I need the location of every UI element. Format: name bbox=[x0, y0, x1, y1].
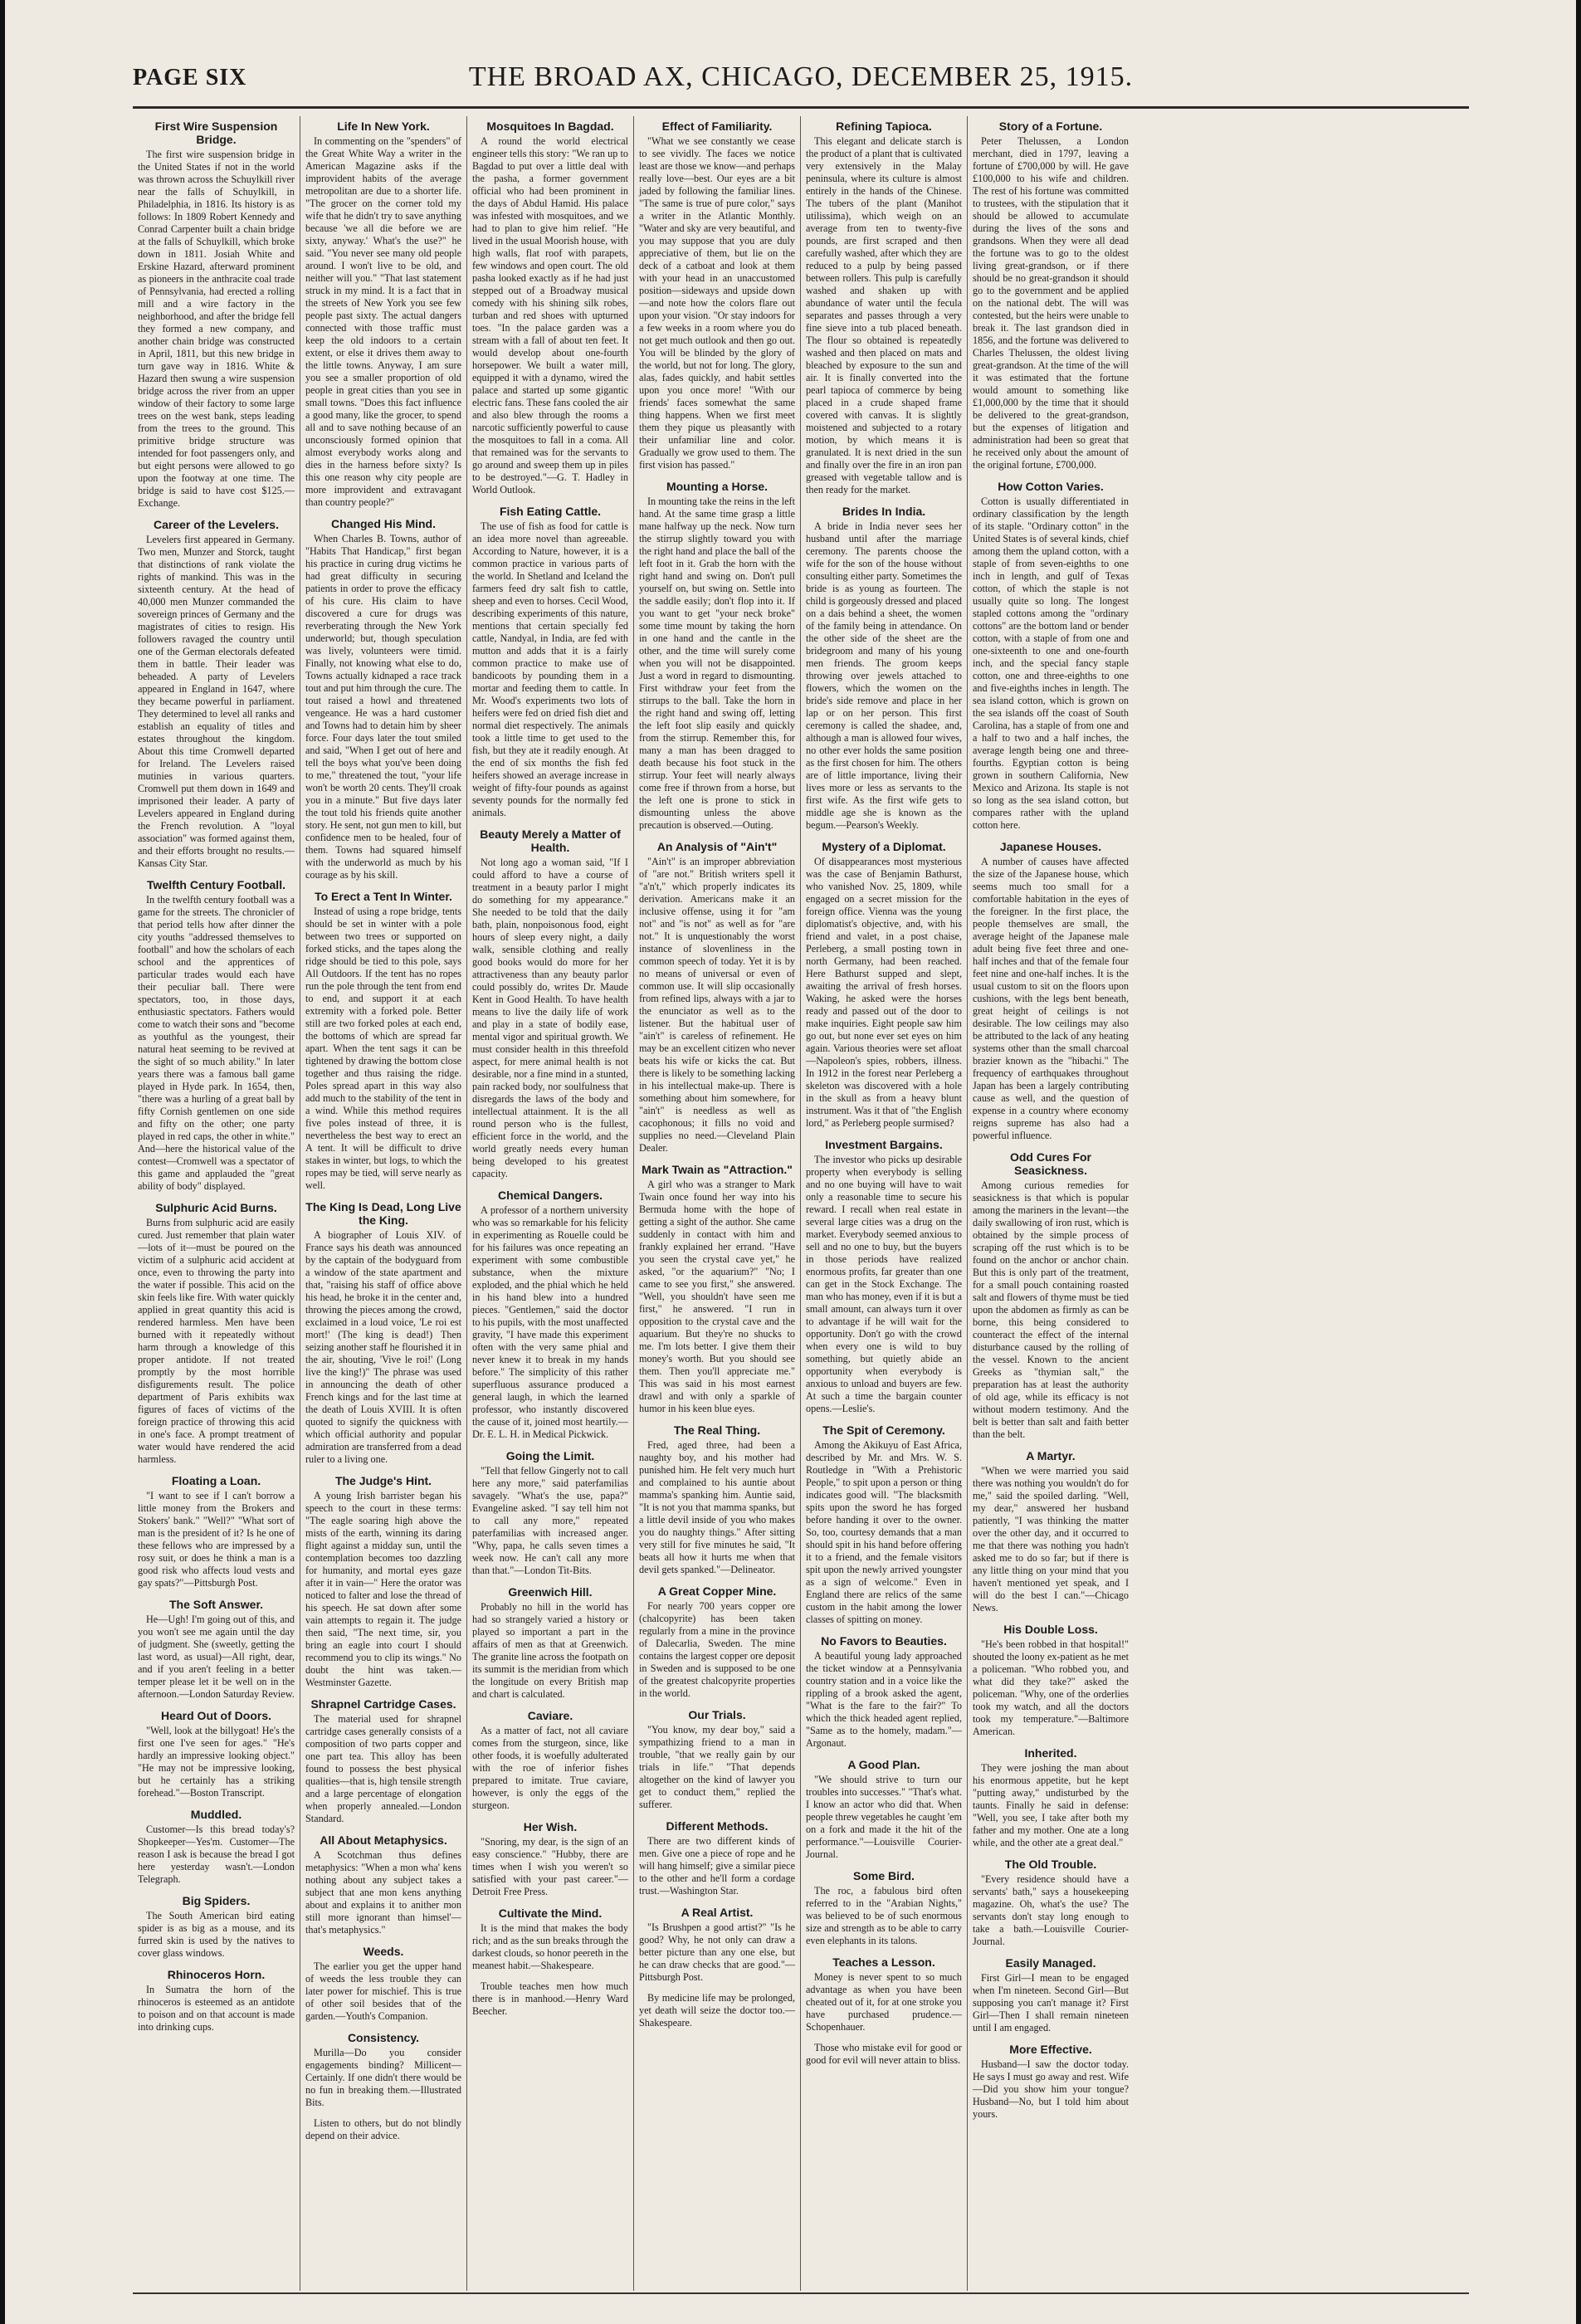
article-headline: Mosquitoes In Bagdad. bbox=[486, 120, 614, 133]
column-1 bbox=[133, 116, 300, 2291]
article-body: Customer—Is this bread today's? Shopkeeper—Yes'm. Customer—The reason I ask is because the bread I got here yesterday wasn't.—London Telegraph. bbox=[138, 1824, 295, 1885]
article-headline: Inherited. bbox=[1024, 1746, 1077, 1760]
article bbox=[639, 1163, 795, 1415]
article bbox=[806, 1138, 962, 1415]
article-body: "We should strive to turn our troubles into successes." "That's what. I know an actor who did that. When people threw vegetables he caught 'em on a fork and made it the hit of the performance."—Louisville Courier-Journal. bbox=[806, 1774, 962, 1860]
article bbox=[973, 1449, 1129, 1614]
article-headline: The Real Thing. bbox=[673, 1423, 761, 1437]
article bbox=[138, 1474, 295, 1589]
article-body: Among the Akikuyu of East Africa, described by Mr. and Mrs. W. S. Routledge in "With a Prehistoric People," to spit upon a person or thing indicates good will. "The blacksmith spits upon the sword he has forged before handing it over to the owner. So, too, courtesy demands that a man should spit in his hand before offering it to a friend, and the female visitors spit upon the newly arrived youngster as a sign of welcome." Even in England there are relics of the same custom in the habit among the lower classes of spitting on money. bbox=[806, 1439, 962, 1625]
article-headline: No Favors to Beauties. bbox=[821, 1634, 947, 1648]
article-headline: An Analysis of "Ain't" bbox=[656, 840, 778, 853]
article-headline: Mounting a Horse. bbox=[666, 480, 769, 493]
article-headline: The Soft Answer. bbox=[168, 1598, 264, 1611]
article-headline: His Double Loss. bbox=[1003, 1623, 1098, 1636]
article bbox=[973, 1956, 1129, 2034]
article-headline: How Cotton Varies. bbox=[998, 480, 1104, 493]
article bbox=[138, 878, 295, 1193]
column-6 bbox=[967, 116, 1134, 2291]
article bbox=[472, 1189, 628, 1441]
article-body: In Sumatra the horn of the rhinoceros is esteemed as an antidote to poison and on that account is made into drinking cups. bbox=[138, 1984, 295, 2033]
article-body: "Tell that fellow Gingerly not to call here any more," said paterfamilias savagely. "What's the use, papa?" Evangeline asked. "I say tell him not to call any more," repeated paterfamilias with increased anger. "Why, papa, he calls seven times a week now. He can't call any more than that."—London Tit-Bits. bbox=[472, 1465, 628, 1576]
article bbox=[138, 120, 295, 510]
column-3 bbox=[466, 116, 633, 2291]
article bbox=[472, 828, 628, 1180]
article bbox=[138, 1894, 295, 1960]
article bbox=[639, 120, 795, 471]
newspaper-columns bbox=[133, 116, 1469, 2291]
article-headline: Cultivate the Mind. bbox=[498, 1907, 603, 1920]
article bbox=[639, 1906, 795, 1984]
article bbox=[973, 1623, 1129, 1738]
article-body: In mounting take the reins in the left hand. At the same time grasp a little mane halfway up the neck. Now turn the stirrup slightly toward you with the right hand and place the ball of the left foot in it. Grab the horn with the right hand and swing on. Don't pull yourself on, but swing on. Settle into the saddle easily; don't flop into it. If you want to get "your neck broke" some time mount by taking the horn in one hand and the cantle in the other, and the time will surely come when you will not be disappointed. Just a word in regard to dismounting. First withdraw your feet from the stirrups to the ball. Take the horn in the right hand and swing off, letting the left foot slip easily and quickly from the stirrup. Remember this, for many a man has been dragged to death because his foot stuck in the stirrup. Your feet will nearly always come free if thrown from a horse, but the left one is prone to stick in dismounting unless the above precaution is observed.—Outing. bbox=[639, 496, 795, 831]
article-body: A professor of a northern university who was so remarkable for his felicity in experimenting as Rouelle could be for his failures was once repeating an experiment with some combustible substance, when the mixture exploded, and the phial which he held in his hand blew into a hundred pieces. "Gentlemen," said the doctor to his pupils, with the most unaffected gravity, "I have made this experiment often with the very same phial and never knew it to break in my hands before." The simplicity of this rather superfluous assurance produced a general laugh, in which the learned professor, who instantly discovered the cause of it, joined most heartily.—Dr. E. L. H. in Medical Pickwick. bbox=[472, 1204, 628, 1440]
article-body: Trouble teaches men how much there is in manhood.—Henry Ward Beecher. bbox=[472, 1980, 628, 2017]
article-body: "He's been robbed in that hospital!" shouted the loony ex-patient as he met a policeman. "Who robbed you, and what did they take?" asked the policeman. "Why, one of the orderlies took my watch, and all the doctors took my temperature."—Baltimore American. bbox=[973, 1638, 1129, 1737]
article bbox=[472, 1980, 628, 2018]
article-headline: Mystery of a Diplomat. bbox=[822, 840, 946, 853]
article-headline: A Martyr. bbox=[1026, 1449, 1076, 1462]
article bbox=[973, 120, 1129, 471]
article bbox=[472, 1449, 628, 1577]
article bbox=[806, 1634, 962, 1750]
article bbox=[806, 1869, 962, 1947]
article-body: A beautiful young lady approached the ticket window at a Pennsylvania country station and in a voice like the rippling of a brook asked the agent, "What is the fare to the fair?" To which the thick headed agent replied, "Same as to the homely, madam."—Argonaut. bbox=[806, 1650, 962, 1749]
article-body: The investor who picks up desirable property when everybody is selling and no one buying will have to wait only a reasonable time to secure his reward. I recall when real estate in several large cities was a drug on the market. Everybody seemed anxious to sell and no one to buy, but the buyers in those periods have realized enormous profits, far greater than one can get in the Stock Exchange. The man who has money, even if it is but a small amount, can always turn it over to advantage if he will wait for the opportunity. Don't go with the crowd when every one is wild to buy something, but quietly abide an opportunity when everybody is anxious to unload and buyers are few. At such a time the bargain counter opens.—Leslie's. bbox=[806, 1154, 962, 1414]
article bbox=[973, 2043, 1129, 2121]
article bbox=[138, 1598, 295, 1701]
article-headline: First Wire Suspension Bridge. bbox=[154, 120, 278, 146]
article-headline: Consistency. bbox=[347, 2031, 420, 2044]
article-body: A girl who was a stranger to Mark Twain once found her way into his Bermuda home with the hope of getting a sight of the author. She came suddenly in contact with him and frankly explained her errand. "Have you seen the crystal cave yet," he asked, "or the aquarium?" "No; I came to see you first," she answered. "Well, you shouldn't have seen me first," he answered. "I run in opposition to the crystal cave and the aquarium. But they're no shucks to me. I'm lots better. I give them their money's worth. But you should see them. Then you'll appreciate me." This was said in his most earnest drawl and with only a sparkle of humor in his keen blue eyes. bbox=[639, 1179, 795, 1414]
article-body: Husband—I saw the doctor today. He says I must go away and rest. Wife—Did you show him your tongue? Husband—No, but I told him about yours. bbox=[973, 2058, 1129, 2120]
article bbox=[639, 1423, 795, 1576]
article-body: The earlier you get the upper hand of weeds the less trouble they can later power for mischief. This is true of other soil besides that of the garden.—Youth's Companion. bbox=[305, 1960, 461, 2022]
article-body: The use of fish as food for cattle is an idea more novel than agreeable. According to Nature, however, it is a common practice in various parts of the world. In Shetland and Iceland the farmers feed dry salt fish to cattle, sheep and even to horses. Cecil Wood, describing experiments of this nature, mentions that certain specially fed cattle, Nandyal, in India, are fed with mutton and adds that it is a fairly common practice to make use of bandicoots by pounding them in a mortar and feeding them to cattle. In Mr. Wood's experiments two lots of heifers were fed on dried fish diet and normal diet respectively. The animals took a little time to get used to the fish, but they ate it readily enough. At the end of six months the fish fed heifers showed an average increase in weight of fifty-four pounds as against seventy pounds for the normally fed animals. bbox=[472, 520, 628, 818]
article bbox=[305, 1697, 461, 1825]
article-body: Of disappearances most mysterious was the case of Benjamin Bathurst, who vanished Nov. 25, 1809, while engaged on a secret mission for the foreign office. Vienna was the young diplomatist's objective, and, with his friend and valet, in a post chaise, Perleberg, a small posting town in north Germany, had been reached. Here Bathurst supped and slept, awaiting the arrival of fresh horses. Waking, he asked were the horses ready and passed out of the door to make inquiries. Eight people saw him go out, but none ever set eyes on him again. Various theories were set afloat—Napoleon's spies, robbers, illness. In 1912 in the forest near Perleberg a skeleton was discovered with a hole in the skull as from a heavy blunt instrument. Was it that of "the English lord," as Perleberg people surmised? bbox=[806, 856, 962, 1129]
article bbox=[472, 1585, 628, 1701]
article-body: Not long ago a woman said, "If I could afford to have a course of treatment in a beauty parlor I might do something for my appearance." She needed to be told that the daily bath, plain, nonpoisonous food, eight hours of sleep every night, a daily walk, sensible clothing and really good books would do more for her attractiveness than any beauty parlor could possibly do, writes Dr. Maude Kent in Good Health. To have health means to live the daily life of work and play in a state of bodily ease, mental vigor and spiritual growth. We must consider health in this threefold aspect, for mere animal health is not desirable, nor a fine mind in a stunted, pain racked body, nor soulfulness that disregards the laws of the body and intellectual attainment. It is the all round person who is the fullest, efficient force in the world, and the world greatly needs every human being developed to his greatest capacity. bbox=[472, 857, 628, 1179]
article-body: Levelers first appeared in Germany. Two men, Munzer and Storck, taught that distinctions of rank violate the rights of mankind. This was in the sixteenth century. At the head of 40,000 men Munzer commanded the sovereign princes of Germany and the magistrates of cities to resign. His followers ravaged the country until one of the German electorals defeated them in battle. Their leader was beheaded. A party of Levelers appeared in England in 1647, where they became powerful in parliament. They determined to level all ranks and establish an equality of titles and estates throughout the kingdom. About this time Cromwell departed for Ireland. The Levelers raised mutinies in various quarters. Cromwell put them down in 1649 and imprisoned their leader. A party of Levelers appeared in England during the French revolution. A "loyal association" was formed against them, and their efforts brought no results.—Kansas City Star. bbox=[138, 534, 295, 869]
article-headline: Brides In India. bbox=[842, 505, 926, 518]
article bbox=[806, 1423, 962, 1626]
article-body: In commenting on the "spenders" of the Great White Way a writer in the American Magazine asks if the improvident habits of the average metropolitan are due to a shorter life. "The grocer on the corner told my wife that he didn't try to save anything because 'we all die before we are sixty, anyway.' What's the use?" he said. "You never see many old people around. I won't live to be old, and neither will you." "That last statement struck in my mind. It is a fact that in the streets of New York you see few people past sixty. The actual dangers connected with those traffic must keep the old indoors to a certain extent, or else it drives them away to the little towns. Anyway, I am sure you see a smaller proportion of old people in great cities than you see in small towns. "Does this fact influence a good many, like the grocer, to spend all and to save nothing because of an unconsciously formed opinion that almost everybody works along and dies in the harness before sixty? Is this one reason why city people are more improvident and extravagant than country people?" bbox=[305, 135, 461, 508]
footer-rule bbox=[133, 2292, 1469, 2294]
article-headline: Twelfth Century Football. bbox=[147, 878, 285, 891]
article-headline: All About Metaphysics. bbox=[320, 1833, 447, 1847]
article bbox=[138, 1201, 295, 1466]
article bbox=[138, 1808, 295, 1886]
article-body: "Is Brushpen a good artist?" "Is he good? Why, he not only can draw a better picture than any one else, but he can draw checks that are good."—Pittsburgh Post. bbox=[639, 1921, 795, 1983]
article-body: Among curious remedies for seasickness is that which is popular among the mariners in the levant—the daily swallowing of iron rust, which is obtained by the simple process of scraping off the rust which is to be found on the anchor or anchor chain. But this is only part of the treatment, for a small pouch containing roasted salt and flowers of thyme must be tied upon the abdomen as firmly as can be borne, this being considered to counteract the effect of the internal disturbance caused by the rolling of the vessel. Known to the ancient Greeks as "thymian salt," the preparation has at least the authority of old age, while its efficacy is not without modern testimony. And the belt is better than salt and faith better than the belt. bbox=[973, 1179, 1129, 1440]
article bbox=[639, 1708, 795, 1811]
article-headline: Story of a Fortune. bbox=[998, 120, 1103, 133]
article-body: First Girl—I mean to be engaged when I'm nineteen. Second Girl—But supposing you can't manage it? First Girl—Then I shall remain nineteen until I am engaged. bbox=[973, 1972, 1129, 2034]
article-body: By medicine life may be prolonged, yet death will seize the doctor too.—Shakespeare. bbox=[639, 1992, 795, 2029]
article-body: In the twelfth century football was a game for the streets. The chronicler of that period tells how after dinner the city youths "addressed themselves to football" and how the scholars of each school and the apprentices of particular trades would each have their peculiar ball. There were spectators, too, in those days, enthusiastic spectators. Fathers would come to watch their sons and "become as youthful as the youngest, their natural heat seeming to be revived at the sight of so much ability." In later years there was a famous ball game played in Hyde park. In 1654, then, "there was a hurling of a great ball by fifty Cornish gentlemen on one side and fifty on the other; one party played in red caps, the other in white." And—here the historical value of the contest—Cromwell was a spectator of this game and applauded the "great ability of body" displayed. bbox=[138, 894, 295, 1192]
article-body: Money is never spent to so much advantage as when you have been cheated out of it, for at one stroke you have purchased prudence.—Schopenhauer. bbox=[806, 1971, 962, 2033]
article-body: This elegant and delicate starch is the product of a plant that is cultivated very extensively in the Malay peninsula, where its culture is almost entirely in the hands of the Chinese. The tubers of the plant (Manihot utilissima), which weigh on an average from ten to twenty-five pounds, are first scraped and then carefully washed, after which they are reduced to a pulp by being passed between rollers. This pulp is carefully washed and shaken up with abundance of water until the fecula separates and passes through a very fine sieve into a tub placed beneath. The flour so obtained is repeatedly washed and then placed on mats and bleached by exposure to the sun and air. It is finally converted into the pearl tapioca of commerce by being placed in a crude shaped frame covered with canvas. It is slightly moistened and subjected to a rotary motion, by which means it is granulated. It is next dried in the sun and finally over the fire in an iron pan greased with vegetable tallow and is then ready for the market. bbox=[806, 135, 962, 496]
article-headline: A Great Copper Mine. bbox=[657, 1584, 777, 1598]
article-headline: Caviare. bbox=[527, 1709, 573, 1722]
masthead-title: THE BROAD AX, CHICAGO, DECEMBER 25, 1915. bbox=[468, 61, 1134, 92]
article-body: The South American bird eating spider is as big as a mouse, and its furred skin is used by the natives to cover glass windows. bbox=[138, 1910, 295, 1959]
article bbox=[973, 480, 1129, 832]
article-headline: Heard Out of Doors. bbox=[160, 1709, 271, 1722]
article-body: "Snoring, my dear, is the sign of an easy conscience." "Hubby, there are times when I wish you weren't so satisfied with your past career."—Detroit Free Press. bbox=[472, 1836, 628, 1897]
article-body: "I want to see if I can't borrow a little money from the Brokers and Stokers' bank." "Well?" "What sort of man is the president of it? Is he one of these fellows who are impressed by a rosy suit, or does he think a man is a good risk who affects loud vests and gay spats?"—Pittsburgh Post. bbox=[138, 1490, 295, 1589]
article bbox=[639, 1584, 795, 1700]
article-headline: The Spit of Ceremony. bbox=[822, 1423, 945, 1437]
article-headline: Muddled. bbox=[190, 1808, 242, 1821]
article bbox=[305, 517, 461, 881]
article-headline: Fish Eating Cattle. bbox=[499, 505, 602, 518]
article-body: Burns from sulphuric acid are easily cured. Just remember that plain water—lots of it—must be poured on the victim of a sulphuric acid accident at once, even to throwing the party into the water if possible. This acid on the skin feels like fire. With water quickly applied in great quantity this acid is rendered harmless. Men have been burned with it repeatedly without harm through a knowledge of this proper antidote. If not treated promptly by the most horrible disfigurements result. The police department of Paris exhibits wax figures of faces of victims of the foreign practice of throwing this acid in one's face. A prompt treatment of water would have rendered the acid harmless. bbox=[138, 1217, 295, 1465]
article-body: It is the mind that makes the body rich; and as the sun breaks through the darkest clouds, so honor peereth in the meanest habit.—Shakespeare. bbox=[472, 1922, 628, 1971]
article-body: They were joshing the man about his enormous appetite, but he kept "putting away," undisturbed by the taunts. Finally he said in defense: "Well, you see, I take after both my father and my mother. One ate a long while, and the other ate a great deal." bbox=[973, 1762, 1129, 1848]
article bbox=[138, 1709, 295, 1799]
article bbox=[973, 1858, 1129, 1948]
article-headline: Beauty Merely a Matter of Health. bbox=[480, 828, 621, 854]
article-headline: Investment Bargains. bbox=[825, 1138, 943, 1151]
article-body: "Ain't" is an improper abbreviation of "are not." British writers spell it "a'n't," which properly indicates its derivation. Americans make it an inclusive offense, using it for "am not" and "is not" as well as for "are not." It is unquestionably the worst instance of slovenliness in the common speech of today. Yet it is by no means of universal or even of common use. It will slip occasionally from refined lips, always with a jar to the enunciator as well as to the listener. But the habitual user of "ain't" is careless of refinement. He may be an excellent citizen who never beats his wife or kicks the cat. But there is likely to be something lacking in his intellectual make-up. There is something about him somewhere, for "ain't" is needless as well as cacophonous; it fills no void and supplies no need.—Cleveland Plain Dealer. bbox=[639, 856, 795, 1154]
article bbox=[305, 1833, 461, 1936]
article-body: For nearly 700 years copper ore (chalcopyrite) has been taken regularly from a mine in the province of Dalecarlia, Sweden. The mine contains the largest copper ore deposit in Sweden and is supposed to be one of the greatest chalcopyrite properties in the world. bbox=[639, 1600, 795, 1699]
article-headline: A Real Artist. bbox=[681, 1906, 754, 1919]
article bbox=[138, 518, 295, 870]
article-headline: The King Is Dead, Long Live the King. bbox=[305, 1200, 461, 1227]
article-body: Those who mistake evil for good or good for evil will never attain to bliss. bbox=[806, 2042, 962, 2066]
article bbox=[305, 120, 461, 509]
article bbox=[472, 120, 628, 496]
article bbox=[806, 1758, 962, 1861]
header-rule bbox=[133, 106, 1469, 109]
article-headline: Japanese Houses. bbox=[999, 840, 1102, 853]
article bbox=[472, 1709, 628, 1812]
article-body: There are two different kinds of men. Give one a piece of rope and he will hang himself; give a similar piece to the other and he'll form a cordage trust.—Washington Star. bbox=[639, 1835, 795, 1897]
article-headline: The Judge's Hint. bbox=[334, 1474, 432, 1487]
article bbox=[806, 2042, 962, 2067]
article bbox=[472, 505, 628, 819]
article-headline: Career of the Levelers. bbox=[154, 518, 279, 531]
article bbox=[639, 1992, 795, 2029]
article bbox=[973, 1746, 1129, 1849]
article bbox=[305, 1945, 461, 2023]
article-headline: Changed His Mind. bbox=[331, 517, 436, 530]
article-body: Fred, aged three, had been a naughty boy, and his mother had punished him. He felt very much hurt and complained to his auntie about mamma's spanking him. Auntie said, "It is not you that mamma spanks, but a little devil inside of you who makes you do naughty things." After sitting very still for five minutes he said, "It beats all how it hurts me when that devil gets spanked."—Delineator. bbox=[639, 1439, 795, 1575]
column-5 bbox=[800, 116, 967, 2291]
article bbox=[472, 1907, 628, 1972]
article-headline: Going the Limit. bbox=[505, 1449, 595, 1462]
article bbox=[639, 840, 795, 1155]
article-body: Probably no hill in the world has had so strangely varied a history or played so important a part in the affairs of men as that at Greenwich. The granite line across the footpath on its summit is the meridian from which the longitude on every British map and chart is calculated. bbox=[472, 1601, 628, 1700]
article-body: Peter Thelussen, a London merchant, died in 1797, leaving a fortune of £700,000 by will. He gave £100,000 to his wife and children. The rest of his fortune was committed to trustees, with the stipulation that it should be allowed to accumulate during the lives of the sons and grandsons. When they were all dead the fortune was to go to the oldest living great-grandson, or if there should be no great-grandson it should go to the government and be applied on the national debt. The will was contested, but the heirs were unable to break it. The last grandson died in 1856, and the fortune was delivered to Charles Thelussen, the oldest living great-grandson. At the time of the will it was estimated that the fortune would amount to something like £1,000,000 by the time that it should be delivered to the great-grandson, but the expenses of litigation and administration had been so great that he received only about the amount of the original fortune, £700,000. bbox=[973, 135, 1129, 471]
article-body: The roc, a fabulous bird often referred to in the "Arabian Nights," was believed to be of such enormous size and strength as to be able to carry even elephants in its talons. bbox=[806, 1885, 962, 1946]
article-body: "When we were married you said there was nothing you wouldn't do for me," said the spoiled darling. "Well, my dear," answered her husband patiently, "I was thinking the matter over the other day, and it occurred to me that there was nothing you hadn't asked me to do so far; but if there is any little thing on your mind that you haven't mentioned yet speak, and I will do the best I can."—Chicago News. bbox=[973, 1465, 1129, 1614]
article-body: A round the world electrical engineer tells this story: "We ran up to Bagdad to put over a little deal with the pasha, a former government official who had been prominent in the days of Abdul Hamid. His palace was infested with mosquitoes, and we had to plan to give him relief. "He lived in the usual Moorish house, with high walls, flat roof with parapets, few windows and open court. The old pasha looked exactly as if he had just stepped out of a Broadway musical comedy with his shining silk robes, turban and red shoes with upturned toes. "In the palace garden was a stream with a fall of about ten feet. It would develop about one-fourth horsepower. We built a water mill, equipped it with a dynamo, wired the palace and started up some gigantic electric fans. These fans cooled the air and also blew through the rooms a narcotic sufficiently powerful to cause the mosquitoes to fall in a coma. All that remained was for the servants to go around and sweep them up in piles to be destroyed."—G. T. Hadley in World Outlook. bbox=[472, 135, 628, 496]
column-2 bbox=[300, 116, 466, 2291]
article-body: Instead of using a rope bridge, tents should be set in winter with a pole between two trees or supported on forked sticks, and the tapes along the ridge should be tied to this pole, says All Outdoors. If the tent has no ropes run the pole through the tent from end to end, and support it at each extremity with a forked pole. Better still are two forked poles at each end, the bottoms of which are spread far apart. When the tent sags it can be tightened by drawing the bottom close together and thus raising the ridge. Poles spread apart in this way also add much to the stability of the tent in a wind. While this method requires five poles instead of three, it is nevertheless the best way to erect an A tent. It will be difficult to drive stakes in winter, but logs, to which the ropes may be tied, will serve nearly as well. bbox=[305, 906, 461, 1191]
article-headline: To Erect a Tent In Winter. bbox=[315, 890, 452, 903]
article bbox=[305, 2031, 461, 2109]
article bbox=[806, 120, 962, 496]
article-body: "Every residence should have a servants' bath," says a housekeeping magazine. Oh, what's the use? The servants don't stay long enough to take a bath.—Louisville Courier-Journal. bbox=[973, 1873, 1129, 1947]
article-body: A Scotchman thus defines metaphysics: "When a mon wha' kens nothing about any subject takes a subject that ane mon kens anything about and explains it to anither mon still more ignorant than himsel'—that's metaphysics." bbox=[305, 1849, 461, 1936]
article-body: Listen to others, but do not blindly depend on their advice. bbox=[305, 2117, 461, 2141]
article bbox=[806, 505, 962, 832]
article bbox=[472, 1820, 628, 1898]
article-headline: Sulphuric Acid Burns. bbox=[155, 1201, 277, 1214]
article-headline: Floating a Loan. bbox=[171, 1474, 261, 1487]
article-body: When Charles B. Towns, author of "Habits That Handicap," first began his practice in curing drug victims he had great difficulty in securing patients in order to prove the efficacy of his cure. His claim to have discovered a cure for drugs was reverberating through the New York underworld; but, though speculation was lively, volunteers were timid. Finally, not knowing what else to do, Towns actually kidnaped a race track tout and put him through the cure. The tout raised a howl and threatened vengeance. He was a hard customer and Towns had to detain him by sheer force. Four days later the tout smiled and said, "When I get out of here and tell the boys what you've been doing to me," threatened the tout, "your life won't be worth 20 cents. They'll croak you in a minute." But five days later the tout told his friends quite another story. He sent, not gun men to kill, but confidence men to be healed, four of them. Towns had squared himself with the underworld as much by his courage as by his skill. bbox=[305, 533, 461, 881]
article-headline: Greenwich Hill. bbox=[508, 1585, 593, 1599]
article-headline: Life In New York. bbox=[337, 120, 430, 133]
article bbox=[973, 1150, 1129, 1441]
article-headline: Different Methods. bbox=[666, 1819, 769, 1833]
article-body: "What we see constantly we cease to see vividly. The faces we notice least are those we know—and perhaps really love—best. Our eyes are a bit jaded by following the familiar lines. "The same is true of pure color," says a writer in the Atlantic Monthly. "Water and sky are very beautiful, and you may suppose that you are duly appreciative of them, but lie on the deck of a catboat and look at them with your head in an unaccustomed position—sideways and upside down—and note how the colors flare out upon your vision. "Or stay indoors for a few weeks in a room where you do not get much outlook and then go out. You will be blinded by the glory of the world, but not for long. The glory, alas, fades quickly, and habit settles upon you once more! "With our friends' faces somewhat the same thing happens. When we first meet them they pique us pleasantly with their unfamiliar line and color. Gradually we grow used to them. The first vision has passed." bbox=[639, 135, 795, 471]
article-headline: Mark Twain as "Attraction." bbox=[642, 1163, 793, 1176]
article-body: The first wire suspension bridge in the United States if not in the world was thrown across the Schuylkill river near the falls of Schuylkill, in Philadelphia, in 1816. Its history is as follows: In 1809 Robert Kennedy and Conrad Carpenter built a chain bridge at the falls of Schuylkill, which broke down in 1811. Josiah White and Erskine Hazard, afterward prominent as pioneers in the anthracite coal trade of Pennsylvania, had erected a rolling mill and a wire factory in the neighborhood, and after the bridge fell they formed a new company, and another chain bridge was constructed in April, 1811, but this new bridge in turn gave way in 1816. White & Hazard then swung a wire suspension bridge across the river from an upper window of their factory to some large trees on the west bank, steps leading from the trees to the ground. This primitive bridge structure was intended for foot passengers only, and but eight persons were allowed to go upon the footway at one time. The bridge is said to have cost $125.—Exchange. bbox=[138, 149, 295, 509]
article-headline: Refining Tapioca. bbox=[836, 120, 932, 133]
article-body: "Well, look at the billygoat! He's the first one I've seen for ages." "He's hardly an impressive looking object." "He may not be impressive looking, but he certainly has a striking forehead."—Boston Transcript. bbox=[138, 1725, 295, 1799]
article-body: The material used for shrapnel cartridge cases generally consists of a composition of two parts copper and one part tea. This alloy has been found to possess the best physical qualities—that is, high tensile strength and a large percentage of elongation when properly annealed.—London Standard. bbox=[305, 1713, 461, 1824]
article-body: A biographer of Louis XIV. of France says his death was announced by the captain of the bodyguard from a window of the state apartment and that, "raising his staff of office above his head, he broke it in the center and, throwing the pieces among the crowd, exclaimed in a loud voice, 'Le roi est mort!' (The king is dead!) Then seizing another staff he flourished it in the air, shouting, 'Vive le roi!' (Long live the king!)" The phrase was used in announcing the death of other French kings and for the last time at the death of Louis XVIII. It is often quoted to signify the quickness with which official authority and popular admiration are transferred from a dead ruler to a living one. bbox=[305, 1229, 461, 1465]
article bbox=[639, 1819, 795, 1897]
page-number: PAGE SIX bbox=[133, 65, 247, 90]
article bbox=[305, 2117, 461, 2142]
article-headline: More Effective. bbox=[1009, 2043, 1092, 2056]
article-body: He—Ugh! I'm going out of this, and you won't see me again until the day of judgment. She (sweetly, getting the last word, as usual)—All right, dear, and if you aren't feeling in a better temper please let it be well on in the afternoon.—London Saturday Review. bbox=[138, 1614, 295, 1700]
article bbox=[639, 480, 795, 832]
article bbox=[973, 840, 1129, 1142]
article-headline: Teaches a Lesson. bbox=[832, 1955, 935, 1969]
article-headline: A Good Plan. bbox=[847, 1758, 920, 1771]
article-headline: Effect of Familiarity. bbox=[661, 120, 773, 133]
page-header bbox=[133, 50, 1469, 100]
article-headline: Easily Managed. bbox=[1005, 1956, 1096, 1970]
article-headline: Odd Cures For Seasickness. bbox=[1009, 1150, 1091, 1177]
article-body: A young Irish barrister began his speech to the court in these terms: "The eagle soaring high above the mists of the earth, winning its daring flight against a midday sun, until the contemplation becomes too dazzling for humanity, and mortal eyes gaze after it in vain—" Here the orator was noticed to falter and lose the thread of his speech. He sat down after some vain attempts to regain it. The judge then said, "The next time, sir, you bring an eagle into court I should recommend you to clip its wings." No doubt the hint was taken.—Westminster Gazette. bbox=[305, 1490, 461, 1688]
article bbox=[806, 1955, 962, 2034]
article bbox=[305, 1474, 461, 1689]
article-headline: Weeds. bbox=[363, 1945, 404, 1958]
article-body: Cotton is usually differentiated in ordinary classification by the length of its staple. "Ordinary cotton" in the United States is of several kinds, chief among them the upland cotton, with a staple of from seven-eighths to one inch in length, and gulf of Texas cotton, of which the staple is not usually quite so long. The longest stapled cottons among the "ordinary cottons" are the bottom land or bender cotton, with a staple of from one and one-sixteenth to one and one-fourth inch, and the special fancy staple cotton, one and three-eighths to one and five-eighths inches in length. The sea island cotton, which is grown on the sea islands off the coast of South Carolina, has a staple of from one and a half to two and a half inches, the average length being one and three-fourths. Egyptian cotton is being grown in southern California, New Mexico and Arizona. Its staple is not so long as the sea island cotton, but compares rather with the upland cotton here. bbox=[973, 496, 1129, 831]
article-body: "You know, my dear boy," said a sympathizing friend to a man in trouble, "that we really gain by our trials in life." "That depends altogether on the kind of lawyer you get to conduct them," replied the sufferer. bbox=[639, 1724, 795, 1810]
article bbox=[806, 840, 962, 1130]
article-headline: Big Spiders. bbox=[182, 1894, 251, 1907]
article-body: A bride in India never sees her husband until after the marriage ceremony. The parents choose the wife for the son of the house without consulting either party. Sometimes the bride is as young as fourteen. The child is gorgeously dressed and placed on a dais behind a sheet, the women of the family being in attendance. On the other side of the sheet are the bridegroom and many of his young men friends. The groom keeps throwing over jewels attached to flowers, which the women on the bride's side remove and place in her lap or on her person. This first ceremony is called the shadee, and, although a man is allowed four wives, no other ever holds the same position as the first chosen for him. The others are of little importance, living their lives more or less as servants to the first wife. As the first wife gets to middle age she is known as the begum.—Pearson's Weekly. bbox=[806, 520, 962, 831]
article-body: A number of causes have affected the size of the Japanese house, which seems much too small for a comfortable habitation in the eyes of the foreigner. In the first place, the people themselves are small, the average height of the Japanese male adult being five feet three and one-half inches and that of the female four feet nine and one-half inches. It is the usual custom to sit on the floors upon cushions, with the legs bent beneath, great height of ceilings is not desirable. The low ceilings may also be attributed to the lack of any heating systems other than the small charcoal brazier known as the "hibachi." The frequency of earthquakes throughout Japan has been a largely contributing cause as well, and the question of expense in a country where economy reigns supreme has also had a powerful influence. bbox=[973, 856, 1129, 1141]
article bbox=[305, 890, 461, 1192]
right-page-edge bbox=[1576, 0, 1581, 2324]
article bbox=[305, 1200, 461, 1466]
article-headline: Her Wish. bbox=[523, 1820, 578, 1833]
column-4 bbox=[633, 116, 800, 2291]
left-page-edge bbox=[0, 0, 5, 2324]
article-headline: The Old Trouble. bbox=[1004, 1858, 1097, 1871]
article-headline: Shrapnel Cartridge Cases. bbox=[310, 1697, 456, 1711]
article-headline: Our Trials. bbox=[688, 1708, 746, 1721]
article bbox=[138, 1968, 295, 2034]
article-headline: Chemical Dangers. bbox=[497, 1189, 603, 1202]
article-headline: Some Bird. bbox=[853, 1869, 915, 1882]
article-headline: Rhinoceros Horn. bbox=[167, 1968, 266, 1981]
article-body: As a matter of fact, not all caviare comes from the sturgeon, since, like other foods, it is woefully adulterated with the roe of inferior fishes prepared to imitate. True caviare, however, is only the eggs of the sturgeon. bbox=[472, 1725, 628, 1811]
article-body: Murilla—Do you consider engagements binding? Millicent—Certainly. If one didn't there would be no fun in breaking them.—Illustrated Bits. bbox=[305, 2047, 461, 2108]
